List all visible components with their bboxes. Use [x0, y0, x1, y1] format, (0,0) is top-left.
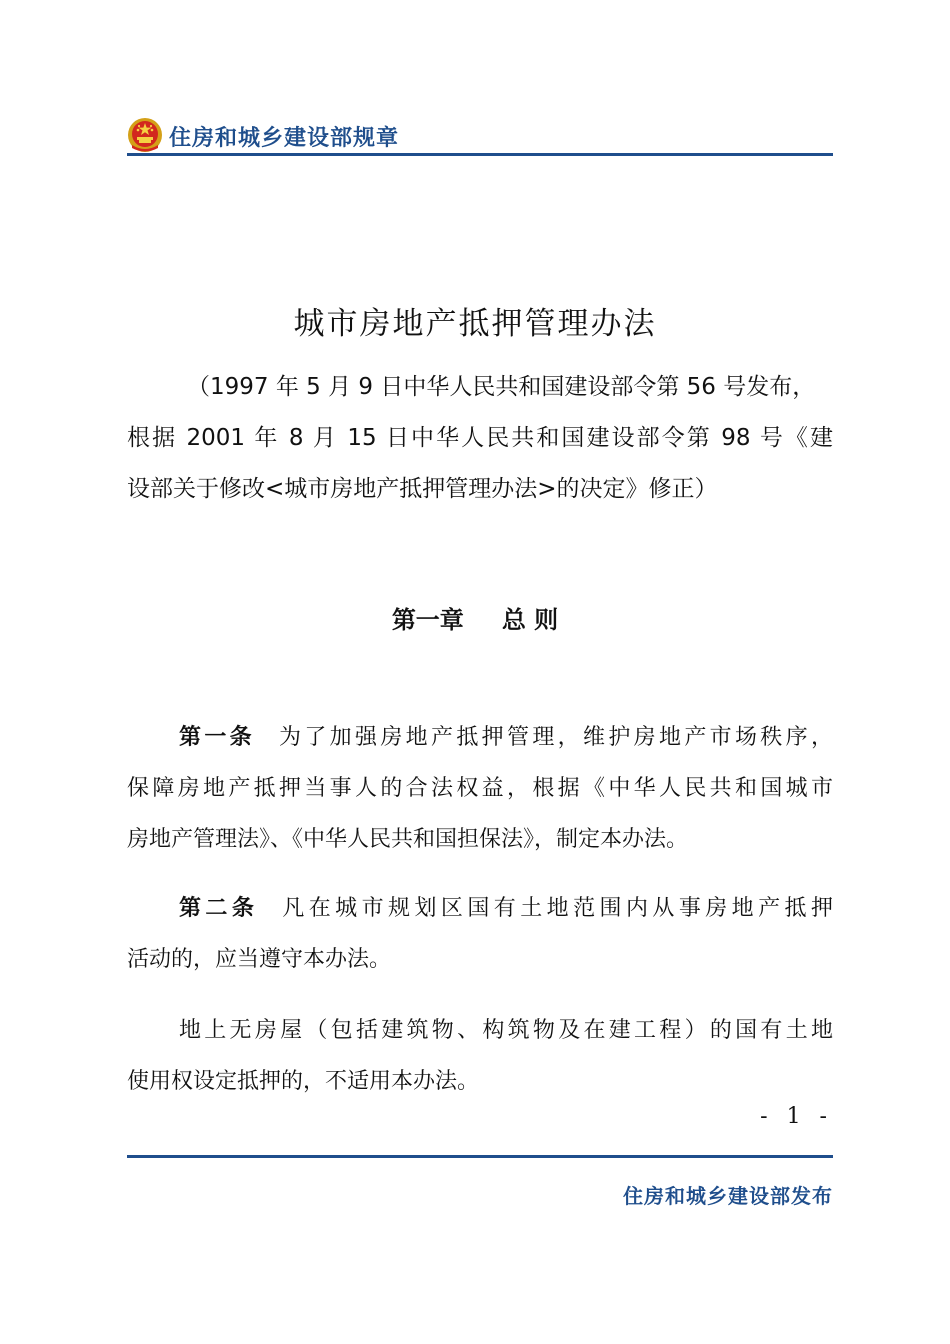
footer-text: 住房和城乡建设部发布: [623, 1184, 833, 1208]
footer-divider: [127, 1155, 833, 1158]
chapter-heading: [0, 600, 950, 635]
paragraph-text: 使用权设定抵押的，不适用本办法。: [127, 1069, 480, 1094]
article-1: [127, 712, 833, 865]
header-divider: [127, 153, 833, 156]
paragraph: [127, 1005, 833, 1107]
article-text: 为了加强房地产抵押管理，维护房地产市场秩序，: [279, 725, 833, 750]
article-label: 第二条: [179, 896, 259, 921]
national-emblem-icon: [127, 117, 163, 153]
page-number: - 1 -: [760, 1104, 833, 1129]
document-title: 城市房地产抵押管理办法: [293, 306, 657, 342]
subtitle-line: 设部关于修改<城市房地产抵押管理办法>的决定》修正）: [127, 476, 718, 502]
article-label: 第一条: [179, 725, 255, 750]
article-2: [127, 883, 833, 985]
chapter-title: 总 则: [501, 606, 559, 634]
chapter-number: 第一章: [391, 606, 464, 634]
page-header: [127, 115, 833, 157]
header-title: 住房和城乡建设部规章: [169, 126, 400, 151]
subtitle-line: 根据 2001 年 8 月 15 日中华人民共和国建设部令第 98 号《建: [127, 425, 833, 451]
article-text: 凡在城市规划区国有土地范围内从事房地产抵押: [282, 896, 833, 921]
article-text: 保障房地产抵押当事人的合法权益，根据《中华人民共和国城市: [127, 776, 833, 801]
document-subtitle: [127, 362, 833, 515]
article-text: 房地产管理法》、《中华人民共和国担保法》，制定本办法。: [127, 827, 689, 852]
article-text: 活动的，应当遵守本办法。: [127, 947, 392, 972]
subtitle-line: （1997 年 5 月 9 日中华人民共和国建设部令第 56 号发布，: [187, 374, 816, 400]
paragraph-text: 地上无房屋（包括建筑物、构筑物及在建工程）的国有土地: [179, 1018, 833, 1043]
